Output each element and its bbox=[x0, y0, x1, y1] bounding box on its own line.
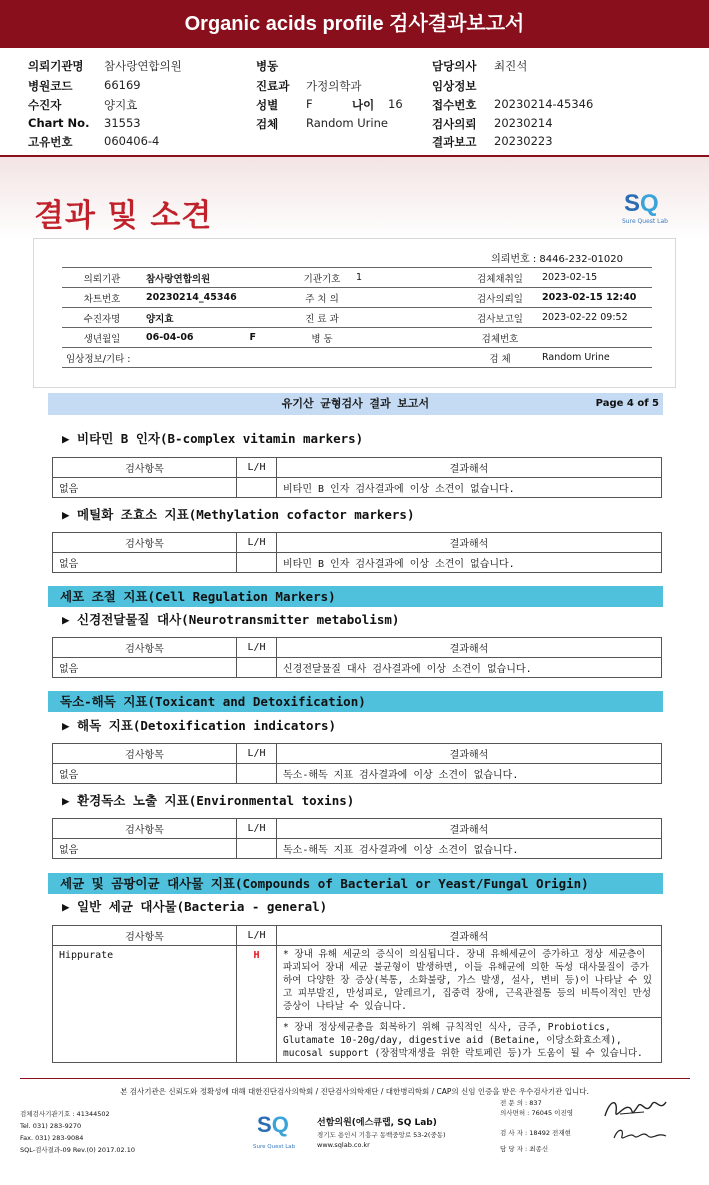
chart-label: Chart No. bbox=[28, 116, 90, 130]
result-flag bbox=[237, 478, 277, 498]
bacterial-band: 세균 및 곰팡이균 대사물 지표(Compounds of Bacterial or Yeast/Fungal Origin) bbox=[48, 873, 663, 894]
interpretation-paragraph: * 장내 유해 세균의 증식이 의심됩니다. 장내 유해세균이 증가하고 정상 세균층이 파괴되어 장내 세균 불균형이 발생하면, 이들 유해균에 의한 독성 대사물질이 증가하여 다양한 장 증상(복통, 소화불량, 가스 발생, 설사, 변비 등)이 나타날 수 있고 피부발진, 만성피로, 알레르기, 집중력 장애, 근육관절통 등의 비특이적인 만성증상이 나타날 수 있습니다. bbox=[283, 949, 653, 1012]
sex-value: F bbox=[306, 97, 313, 111]
request-info-table bbox=[62, 267, 652, 368]
col-item: 검사항목 bbox=[53, 744, 237, 764]
result-item: 없음 bbox=[53, 839, 237, 859]
result-interpretation: 비타민 B 인자 검사결과에 이상 소견이 없습니다. bbox=[277, 478, 662, 498]
hosp-code-value: 66169 bbox=[104, 78, 141, 92]
age-value: 16 bbox=[388, 97, 403, 111]
result-interpretation: 비타민 B 인자 검사결과에 이상 소견이 없습니다. bbox=[277, 553, 662, 573]
info-label: 검체번호 bbox=[462, 328, 538, 348]
specialist-line: 전 문 의 : 837 bbox=[500, 1099, 542, 1107]
detox-table bbox=[52, 743, 662, 784]
table-row bbox=[53, 839, 662, 859]
specimen-value: Random Urine bbox=[306, 116, 388, 130]
doctor-label: 담당의사 bbox=[432, 59, 477, 73]
page-number: Page 4 of 5 bbox=[595, 398, 659, 409]
result-item: 없음 bbox=[53, 478, 237, 498]
col-lh: L/H bbox=[237, 533, 277, 553]
report-subtitle: 유기산 균형검사 결과 보고서 bbox=[281, 397, 430, 410]
col-lh: L/H bbox=[237, 744, 277, 764]
info-value: 2023-02-15 bbox=[538, 268, 652, 288]
detox-heading: ▶ 해독 지표(Detoxification indicators) bbox=[62, 718, 337, 733]
doctor-value: 최진석 bbox=[494, 59, 528, 73]
neurotransmitter-table bbox=[52, 637, 662, 678]
col-lh: L/H bbox=[237, 819, 277, 839]
logo-s: S bbox=[257, 1112, 272, 1137]
hosp-code-label: 병원코드 bbox=[28, 79, 73, 93]
uid-label: 고유번호 bbox=[28, 135, 73, 149]
info-value bbox=[142, 328, 292, 348]
methylation-heading: ▶ 메틸화 조효소 지표(Methylation cofactor markers) bbox=[62, 507, 415, 522]
table-row bbox=[53, 946, 662, 1063]
col-lh: L/H bbox=[237, 458, 277, 478]
bacteria-general-table bbox=[52, 925, 662, 1063]
col-lh: L/H bbox=[237, 638, 277, 658]
manager-line: 담 당 자 : 최종신 bbox=[500, 1145, 549, 1153]
lab-code: 검체검사기관기호 : 41344502 bbox=[20, 1110, 110, 1118]
info-label: 임상정보/기타 : bbox=[62, 348, 462, 368]
info-value bbox=[352, 328, 462, 348]
report-date-value: 20230223 bbox=[494, 134, 553, 148]
license-line: 의사면허 : 76045 이진영 bbox=[500, 1109, 574, 1117]
bacteria-general-heading: ▶ 일반 세균 대사물(Bacteria - general) bbox=[62, 899, 328, 914]
vitamin-b-heading: ▶ 비타민 B 인자(B-complex vitamin markers) bbox=[62, 431, 364, 446]
vitamin-b-table bbox=[52, 457, 662, 498]
table-header-row bbox=[53, 458, 662, 478]
col-interp: 결과해석 bbox=[277, 533, 662, 553]
report-date-label: 결과보고 bbox=[432, 135, 477, 149]
info-value: 1 bbox=[352, 268, 462, 288]
info-value bbox=[352, 288, 462, 308]
ward-label: 병동 bbox=[256, 59, 279, 73]
logo-s: S bbox=[624, 190, 641, 217]
lab-contact bbox=[20, 1108, 135, 1156]
logo-q: Q bbox=[640, 190, 659, 217]
info-label: 검체채취일 bbox=[462, 268, 538, 288]
info-value: 2023-02-15 12:40 bbox=[538, 288, 652, 308]
info-value: Random Urine bbox=[538, 348, 652, 368]
table-row bbox=[53, 553, 662, 573]
footer-divider bbox=[20, 1078, 690, 1079]
recommendation-paragraph: * 장내 정상세균총을 회복하기 위해 규칙적인 식사, 금주, Probiotics, Glutamate 10-20g/day, digestive aid (Betaine, 이당소화효소제), mucosal support (장점막재생을 위한 락토페린 등)가 도움이 될 수 있습니다. bbox=[277, 1017, 661, 1062]
form-revision: SQL-검사결과-09 Rev.(0) 2017.02.10 bbox=[20, 1146, 136, 1154]
result-interpretation: 독소-해독 지표 검사결과에 이상 소견이 없습니다. bbox=[277, 764, 662, 784]
sq-logo-mark bbox=[624, 190, 659, 218]
lab-fax: Fax. 031) 283-9084 bbox=[20, 1134, 84, 1142]
lab-website: www.sqlab.co.kr bbox=[317, 1141, 370, 1149]
table-header-row bbox=[53, 819, 662, 839]
neurotransmitter-heading: ▶ 신경전달물질 대사(Neurotransmitter metabolism) bbox=[62, 612, 400, 627]
sex-label: 성별 bbox=[256, 98, 279, 112]
methylation-table bbox=[52, 532, 662, 573]
receipt-value: 20230214-45346 bbox=[494, 97, 594, 111]
col-item: 검사항목 bbox=[53, 458, 237, 478]
patient-label: 수진자 bbox=[28, 98, 62, 112]
col-interp: 결과해석 bbox=[277, 458, 662, 478]
result-interpretation: 독소-해독 지표 검사결과에 이상 소견이 없습니다. bbox=[277, 839, 662, 859]
patient-value: 양지효 bbox=[104, 98, 138, 112]
info-value: 20230214_45346 bbox=[142, 288, 292, 308]
request-number: 의뢰번호 : 8446-232-01020 bbox=[491, 254, 623, 265]
info-row bbox=[62, 268, 652, 288]
birthdate-value: 06-04-06 bbox=[146, 332, 194, 343]
info-label: 의뢰기관 bbox=[62, 268, 142, 288]
lab-phone: Tel. 031) 283-9270 bbox=[20, 1122, 82, 1130]
signature-doctor-icon bbox=[600, 1094, 670, 1124]
result-item: 없음 bbox=[53, 658, 237, 678]
info-label: 진 료 과 bbox=[292, 308, 352, 328]
info-value: 참사랑연합의원 bbox=[142, 268, 292, 288]
info-label: 수진자명 bbox=[62, 308, 142, 328]
footer-logo-caption: Sure Quest Lab bbox=[253, 1144, 296, 1150]
table-row bbox=[53, 764, 662, 784]
info-label: 주 치 의 bbox=[292, 288, 352, 308]
col-item: 검사항목 bbox=[53, 819, 237, 839]
staff-list bbox=[500, 1098, 573, 1154]
table-header-row bbox=[53, 926, 662, 946]
result-flag bbox=[237, 658, 277, 678]
result-interpretation bbox=[277, 946, 662, 1063]
uid-value: 060406-4 bbox=[104, 134, 160, 148]
col-lh: L/H bbox=[237, 926, 277, 946]
environmental-heading: ▶ 환경독소 노출 지표(Environmental toxins) bbox=[62, 793, 355, 808]
dept-label: 진료과 bbox=[256, 79, 290, 93]
sq-lab-logo bbox=[622, 190, 678, 234]
lab-name: 선함의원(에스큐랩, SQ Lab) bbox=[317, 1118, 437, 1128]
col-item: 검사항목 bbox=[53, 638, 237, 658]
patient-header bbox=[0, 58, 709, 150]
request-info-box bbox=[33, 238, 676, 388]
report-banner: Organic acids profile 검사결과보고서 bbox=[0, 0, 709, 48]
report-page-band bbox=[48, 393, 663, 415]
col-item: 검사항목 bbox=[53, 926, 237, 946]
col-interp: 결과해석 bbox=[277, 744, 662, 764]
col-interp: 결과해석 bbox=[277, 638, 662, 658]
req-org-value: 참사랑연합의원 bbox=[104, 59, 182, 73]
environmental-table bbox=[52, 818, 662, 859]
age-label: 나이 bbox=[352, 98, 375, 112]
info-row bbox=[62, 288, 652, 308]
info-row bbox=[62, 328, 652, 348]
sex-value: F bbox=[249, 332, 257, 343]
info-label: 검사의뢰일 bbox=[462, 288, 538, 308]
req-date-label: 검사의뢰 bbox=[432, 117, 477, 131]
chart-value: 31553 bbox=[104, 116, 141, 130]
table-header-row bbox=[53, 533, 662, 553]
result-item: 없음 bbox=[53, 764, 237, 784]
info-row bbox=[62, 348, 652, 368]
logo-q: Q bbox=[271, 1112, 289, 1137]
info-row bbox=[62, 308, 652, 328]
result-flag-high: H bbox=[237, 946, 277, 1063]
cell-regulation-band: 세포 조절 지표(Cell Regulation Markers) bbox=[48, 586, 663, 607]
col-interp: 결과해석 bbox=[277, 926, 662, 946]
result-item: 없음 bbox=[53, 553, 237, 573]
toxicant-band: 독소-해독 지표(Toxicant and Detoxification) bbox=[48, 691, 663, 712]
sq-logo-caption: Sure Quest Lab bbox=[622, 218, 668, 225]
result-flag bbox=[237, 839, 277, 859]
clinical-label: 임상정보 bbox=[432, 79, 477, 93]
dept-value: 가정의학과 bbox=[306, 79, 362, 93]
info-label: 검사보고일 bbox=[462, 308, 538, 328]
accreditation-note: 본 검사기관은 신뢰도와 정확성에 대해 대한진단검사의학회 / 진단검사의학재단 / 대한병리학회 / CAP의 신임 인증을 받은 우수검사기관 입니다. bbox=[120, 1087, 589, 1096]
info-label: 차트번호 bbox=[62, 288, 142, 308]
info-value: 2023-02-22 09:52 bbox=[538, 308, 652, 328]
table-row bbox=[53, 478, 662, 498]
result-flag bbox=[237, 553, 277, 573]
footer-logo-mark bbox=[257, 1112, 289, 1138]
info-label: 검 체 bbox=[462, 348, 538, 368]
table-row bbox=[53, 658, 662, 678]
table-header-row bbox=[53, 638, 662, 658]
tester-line: 검 사 자 : 18492 전재현 bbox=[500, 1129, 571, 1137]
info-value: 양지효 bbox=[142, 308, 292, 328]
footer-sq-logo bbox=[253, 1110, 309, 1158]
info-value bbox=[352, 308, 462, 328]
result-item: Hippurate bbox=[53, 946, 237, 1063]
info-label: 병 동 bbox=[292, 328, 352, 348]
table-header-row bbox=[53, 744, 662, 764]
receipt-label: 접수번호 bbox=[432, 98, 477, 112]
col-item: 검사항목 bbox=[53, 533, 237, 553]
signature-tester-icon bbox=[610, 1124, 670, 1146]
result-flag bbox=[237, 764, 277, 784]
lab-address: 경기도 용인시 기흥구 동백중앙로 53-2(중동) bbox=[317, 1131, 446, 1139]
col-interp: 결과해석 bbox=[277, 819, 662, 839]
info-label: 기관기호 bbox=[292, 268, 352, 288]
req-date-value: 20230214 bbox=[494, 116, 553, 130]
result-interpretation: 신경전달물질 대사 검사결과에 이상 소견이 없습니다. bbox=[277, 658, 662, 678]
lab-identity bbox=[317, 1117, 446, 1150]
section-title: 결과 및 소견 bbox=[34, 198, 213, 234]
req-org-label: 의뢰기관명 bbox=[28, 59, 84, 73]
info-value bbox=[538, 328, 652, 348]
info-label: 생년월일 bbox=[62, 328, 142, 348]
specimen-label: 검체 bbox=[256, 117, 279, 131]
